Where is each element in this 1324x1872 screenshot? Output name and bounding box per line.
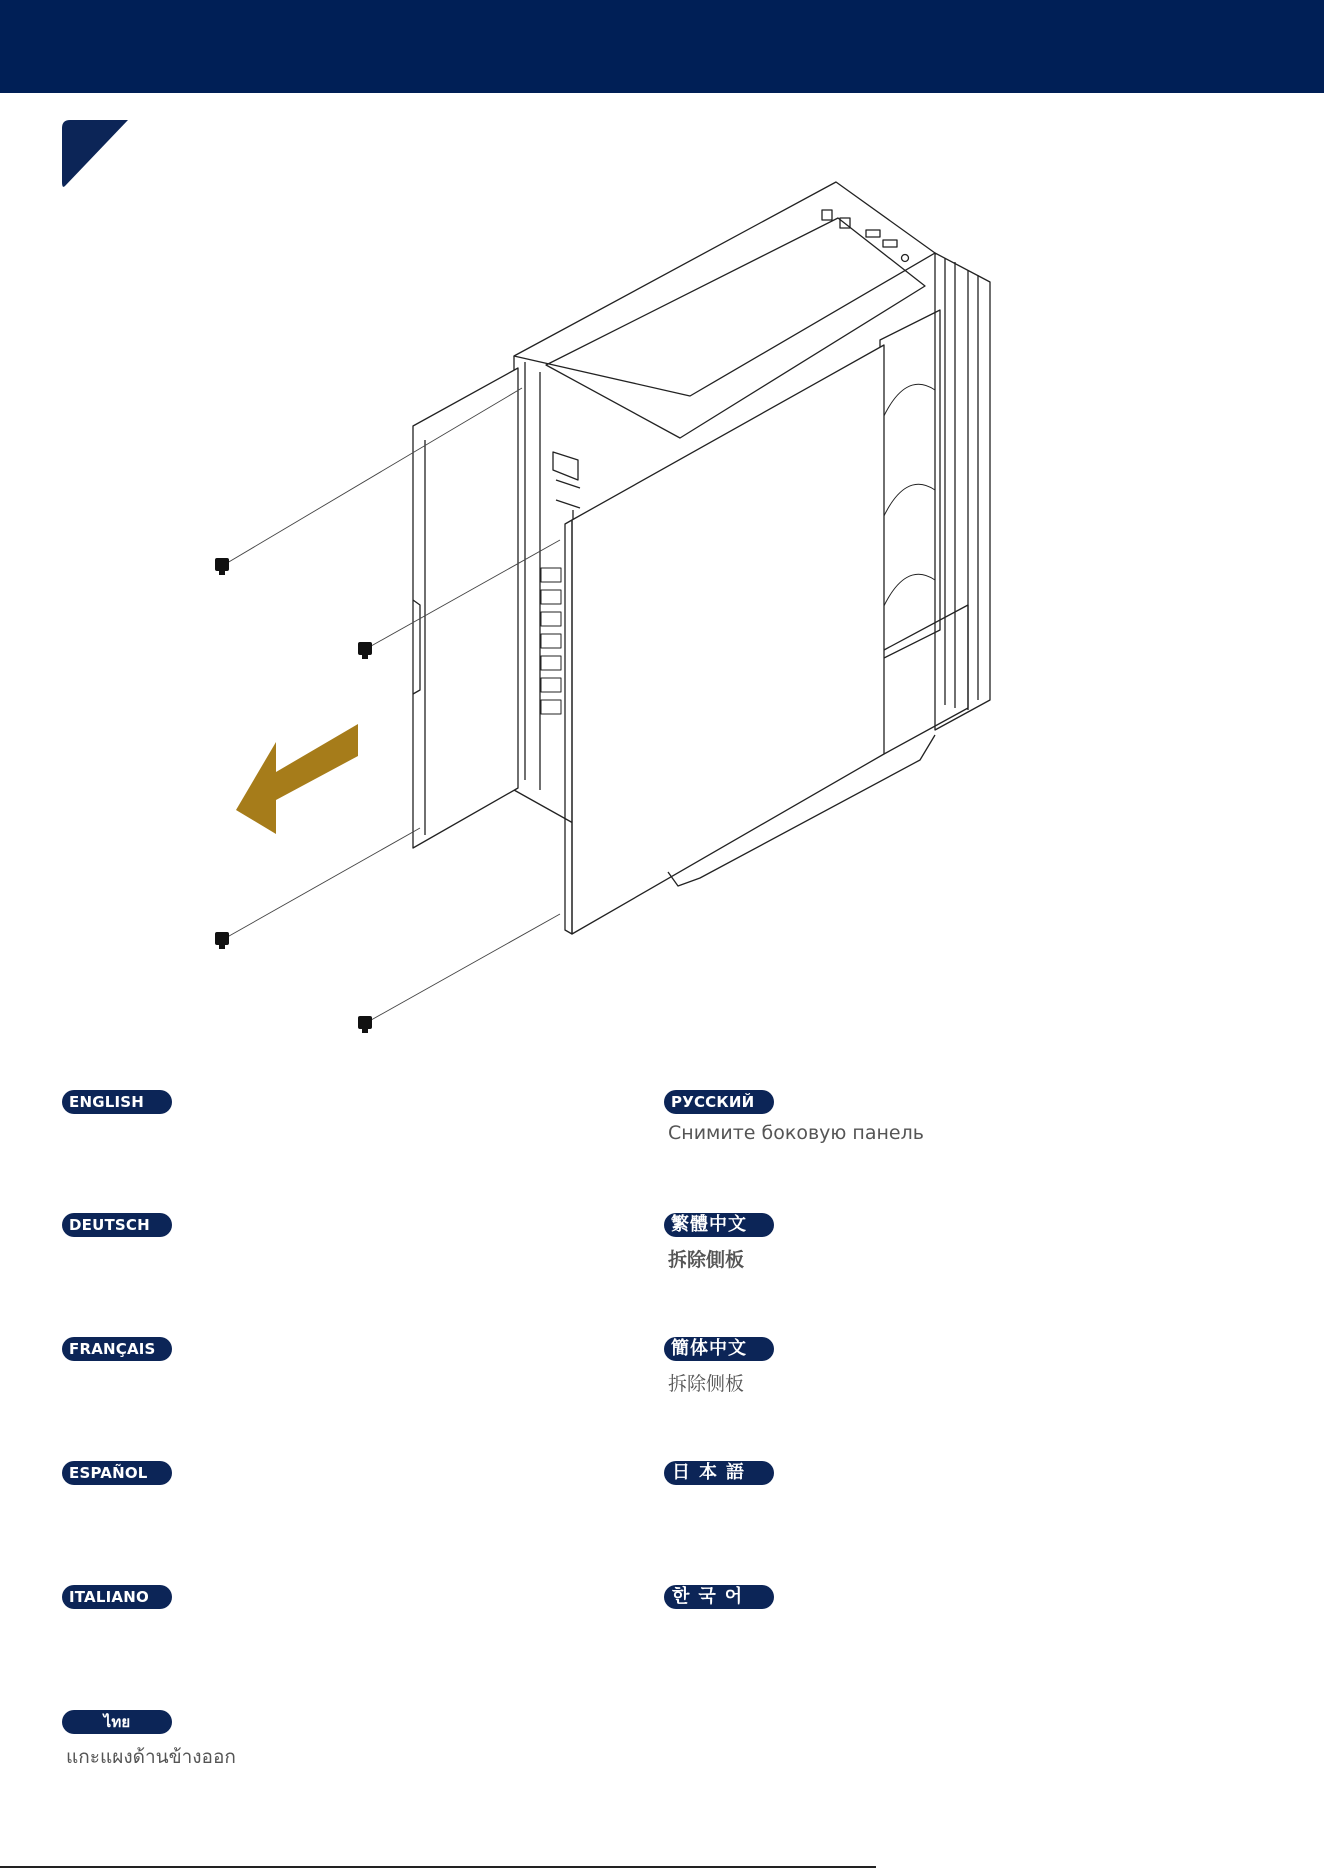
lang-pill-deutsch: DEUTSCH: [62, 1213, 172, 1237]
lang-block-english: [62, 1090, 582, 1122]
lang-block-espanol: [62, 1461, 582, 1493]
lang-pill-japanese: 日本語: [664, 1461, 774, 1485]
thumbscrew-icon: [215, 932, 229, 949]
lang-pill-espanol: ESPAÑOL: [62, 1461, 172, 1485]
lang-block-thai: [62, 1710, 582, 1772]
lang-block-japanese: [664, 1461, 1184, 1493]
lang-text-trad-chinese: 拆除側板: [668, 1249, 745, 1271]
lang-pill-italiano: ITALIANO: [62, 1585, 172, 1609]
removal-arrow-icon: [236, 724, 358, 834]
lang-pill-korean: 한국어: [664, 1585, 774, 1609]
lang-pill-russian: РУССКИЙ: [664, 1090, 774, 1114]
header-bar: [0, 0, 1324, 93]
lang-block-russian: [664, 1090, 1184, 1144]
lang-text-simp-chinese: 拆除侧板: [668, 1373, 745, 1395]
step-corner-icon: [62, 120, 130, 190]
lang-pill-simp-chinese: 簡体中文: [664, 1337, 774, 1361]
thumbscrew-icon: [358, 1016, 372, 1033]
lang-pill-trad-chinese: 繁體中文: [664, 1213, 774, 1237]
thumbscrew-icon: [358, 642, 372, 659]
lang-text-thai: แกะแผงด้านข้างออก: [66, 1746, 236, 1768]
lang-pill-thai: ไทย: [62, 1710, 172, 1734]
thumbscrew-icon: [215, 558, 229, 575]
lang-pill-francais: FRANÇAIS: [62, 1337, 172, 1361]
lang-block-italiano: [62, 1585, 582, 1617]
case-side-panel-illustration: [200, 170, 1100, 1050]
lang-pill-english: ENGLISH: [62, 1090, 172, 1114]
lang-block-francais: [62, 1337, 582, 1369]
lang-block-simp-chinese: [664, 1337, 1184, 1396]
lang-block-korean: [664, 1585, 1184, 1617]
lang-block-trad-chinese: [664, 1213, 1184, 1272]
footer-rule: [0, 1866, 876, 1868]
lang-text-russian: Снимите боковую панель: [668, 1122, 924, 1144]
removed-rear-panel: [413, 368, 518, 848]
side-panel: [572, 345, 884, 934]
lang-block-deutsch: [62, 1213, 582, 1245]
